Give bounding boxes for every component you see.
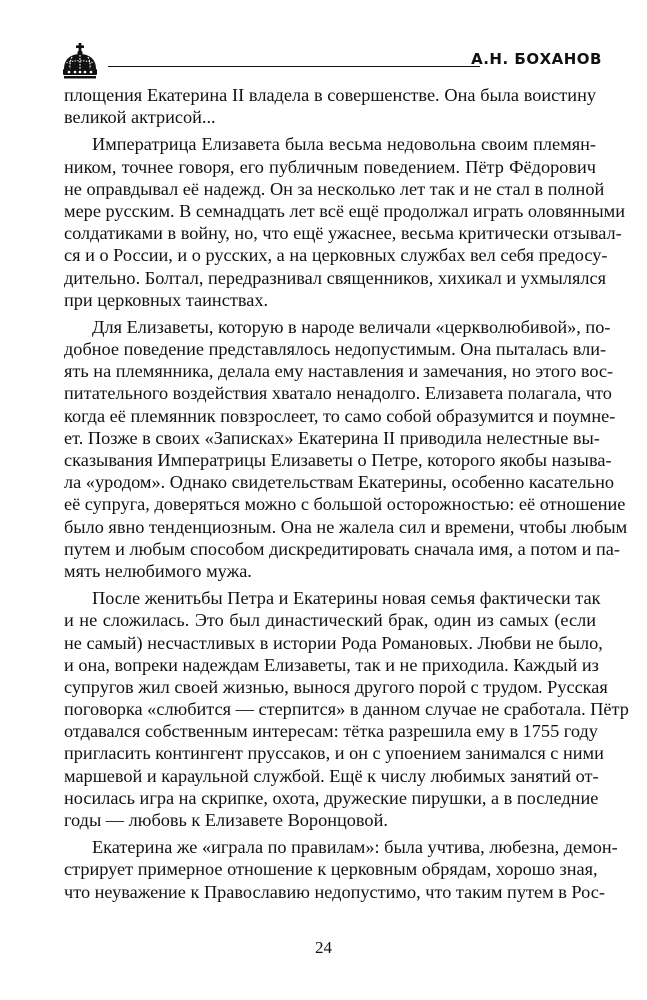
text-line: добное поведение представлялось недопустимым. Она пыталась вли-: [64, 339, 607, 360]
text-line: Императрица Елизавета была весьма недовольна своим племян-: [92, 134, 596, 155]
text-line: было явно тенденциозным. Она не жалела сил и времени, чтобы любым: [64, 516, 628, 537]
header-rule: [108, 66, 480, 67]
text-line: Екатерина же «играла по правилам»: была учтива, любезна, демон-: [92, 837, 618, 858]
text-line: носилась игра на скрипке, охота, дружеские пирушки, а в последние: [64, 787, 599, 808]
crown-icon: [60, 42, 100, 82]
text-line: ся и о России, и о русских, а на церковных службах вел себя предосу-: [64, 245, 608, 266]
text-line: путем и любым способом дискредитировать сначала имя, а потом и па-: [64, 538, 621, 559]
text-line: что неуважение к Православию недопустимо, что таким путем в Рос-: [64, 881, 605, 902]
body-text: [64, 84, 629, 903]
running-header-author: А.Н. БОХАНОВ: [471, 50, 602, 68]
text-line: супругов жил своей жизнью, вынося другого порой с трудом. Русская: [64, 676, 608, 697]
text-line: солдатиками в войну, но, что ещё ужаснее, весьма критически отзывал-: [64, 223, 622, 244]
text-line: стрирует примерное отношение к церковным обрядам, хорошо зная,: [64, 859, 598, 880]
text-line: ла «уродом». Однако свидетельствам Екатерины, особенно касательно: [64, 472, 614, 493]
running-header: [60, 42, 602, 82]
text-line: и она, вопреки надеждам Елизаветы, так и не приходила. Каждый из: [64, 654, 599, 675]
text-line: Для Елизаветы, которую в народе величали «церкволюбивой», по-: [92, 316, 611, 337]
text-line: при церковных таинствах.: [64, 289, 269, 310]
text-line: ять на племянника, делала ему наставления и замечания, но этого вос-: [64, 361, 614, 382]
text-line: и не сложилась. Это был династический брак, один из самых (если: [64, 610, 596, 631]
text-line: дительно. Болтал, передразнивал священников, хихикал и ухмылялся: [64, 267, 607, 288]
text-line: мере русским. В семнадцать лет всё ещё продолжал играть оловянными: [64, 200, 626, 221]
text-line: мять нелюбимого мужа.: [64, 560, 252, 581]
text-line: не оправдывал её надежд. Он за несколько лет так и не стал в полной: [64, 178, 605, 199]
page-number: 24: [315, 938, 332, 957]
text-line: площения Екатерина II владела в совершенстве. Она была воистину: [64, 85, 596, 105]
text-line: питательного воздействия хватало ненадолго. Елизавета полагала, что: [64, 383, 612, 404]
text-line: маршевой и караульной службой. Ещё к числу любимых занятий от-: [64, 765, 599, 786]
text-line: пригласить контингент пруссаков, и он с упоением занимался с ними: [64, 743, 604, 764]
text-line: сказывания Императрицы Елизаветы о Петре, которого якобы называ-: [64, 450, 612, 470]
text-line: ет. Позже в своих «Записках» Екатерина II приводила нелестные вы-: [64, 427, 600, 448]
text-line: не самый) несчастливых в истории Рода Романовых. Любви не было,: [64, 632, 603, 653]
text-line: годы — любовь к Елизавете Воронцовой.: [64, 810, 388, 830]
text-line: ником, точнее говоря, его публичным поведением. Пётр Фёдорович: [64, 156, 596, 177]
text-line: великой актрисой...: [64, 107, 216, 128]
text-line: когда её племянник повзрослеет, то само собой образумится и поумне-: [64, 405, 616, 426]
text-line: отдавался собственным интересам: тётка разрешила ему в 1755 году: [64, 721, 598, 742]
text-line: поговорка «слюбится — стерпится» в данном случае не сработала. Пётр: [64, 699, 629, 720]
text-line: После женитьбы Петра и Екатерины новая семья фактически так: [92, 588, 601, 609]
text-line: её супруга, доверяться можно с большой осторожностью: её отношение: [64, 494, 626, 515]
